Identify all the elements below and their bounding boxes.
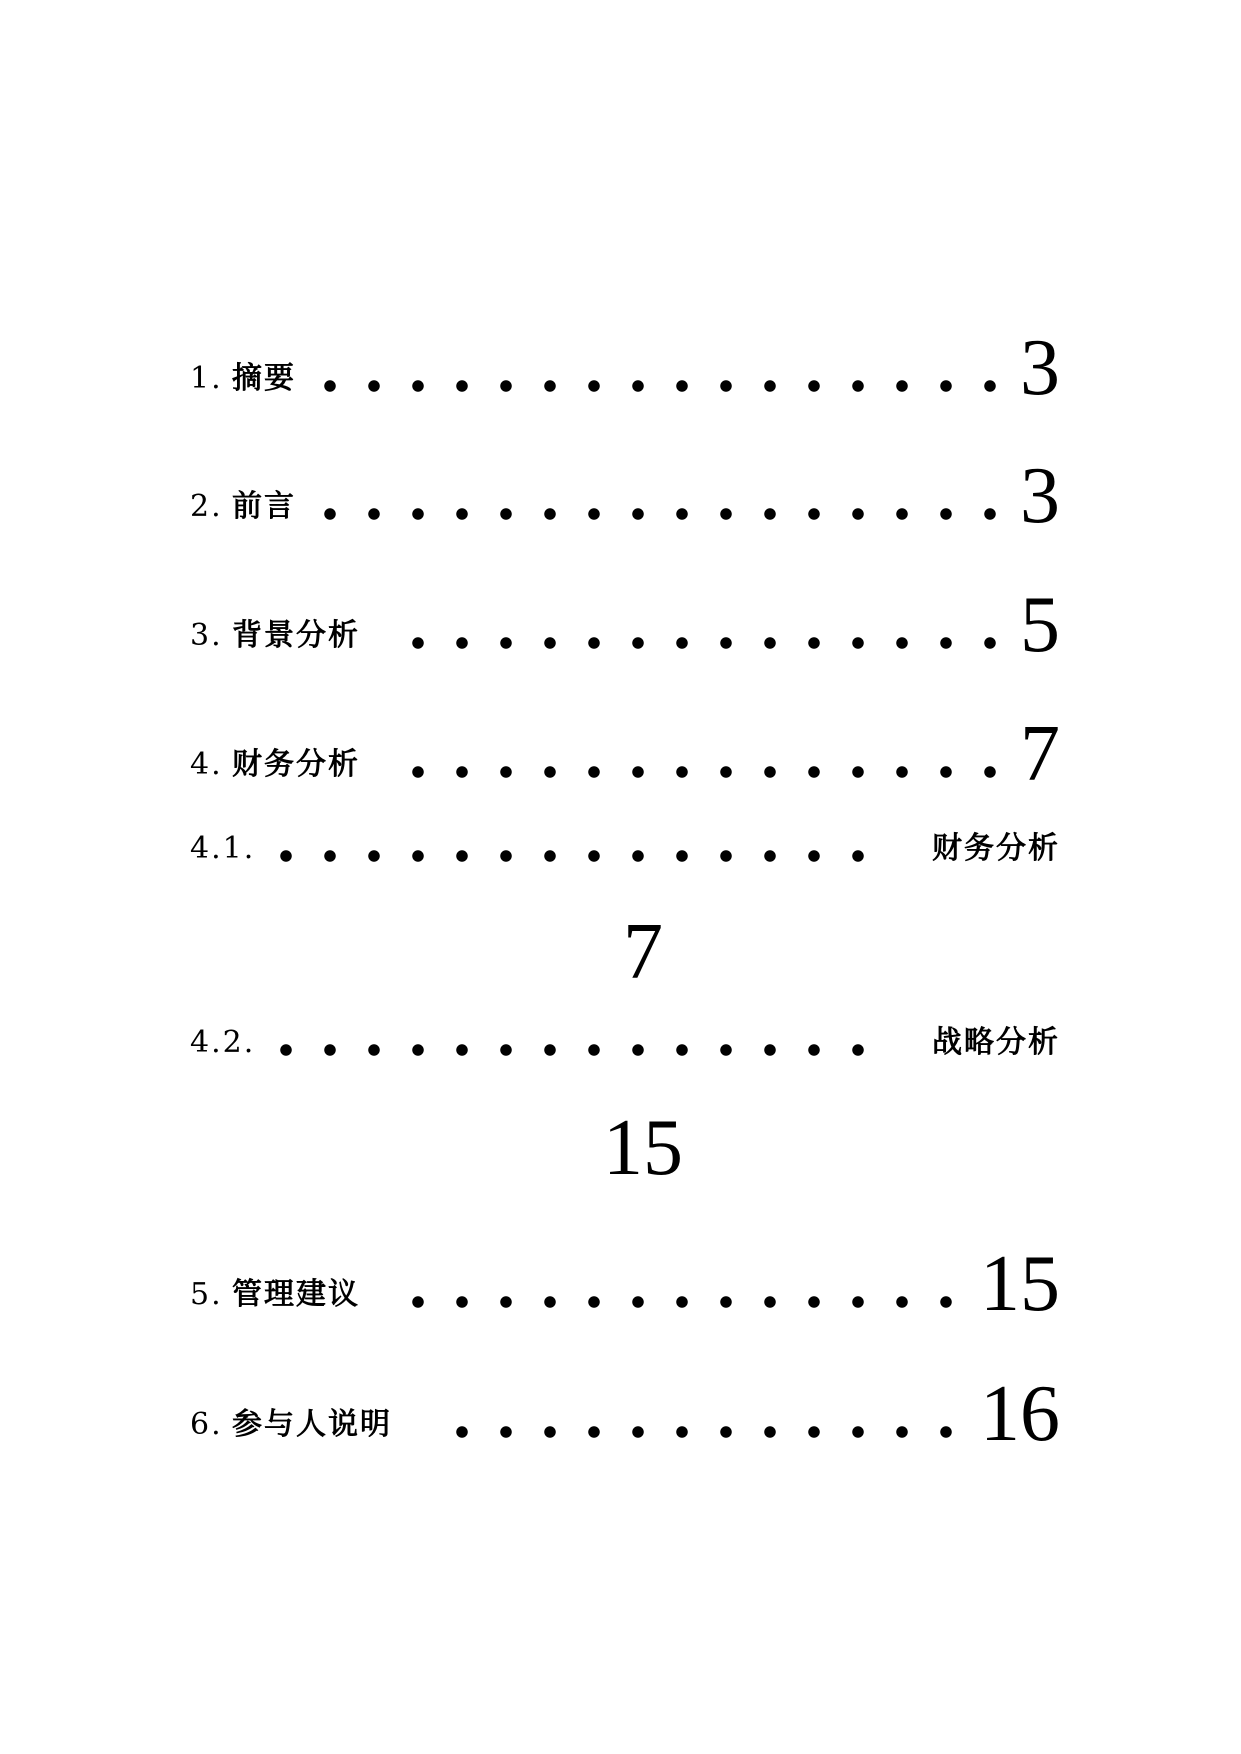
toc-entry-title: 财务分析 [932, 831, 1060, 866]
toc-entry[interactable] [190, 577, 1060, 667]
toc-entry-number: 2. [190, 489, 223, 524]
toc-entry[interactable] [190, 1366, 1060, 1456]
toc-entry-title: 战略分析 [932, 1025, 1060, 1060]
toc-subentry[interactable] [190, 790, 1060, 880]
dot-leader [264, 1044, 880, 1056]
toc-entry-title: 背景分析 [232, 618, 360, 653]
toc-entry-title: 管理建议 [232, 1277, 360, 1312]
toc-entry-title: 财务分析 [232, 747, 360, 782]
toc-entry-page[interactable]: 15 [603, 1104, 683, 1192]
dot-leader [308, 508, 998, 520]
dot-leader [440, 1426, 952, 1438]
toc-entry-title: 前言 [232, 489, 296, 524]
toc-entry-number: 1. [190, 361, 223, 396]
toc-entry[interactable] [190, 320, 1060, 410]
toc-entry-number: 4.1. [190, 831, 256, 866]
toc-entry-title: 参与人说明 [232, 1407, 392, 1442]
toc-entry[interactable] [190, 1236, 1060, 1326]
toc-entry-number: 3. [190, 618, 223, 653]
toc-entry-page: 3 [1020, 452, 1060, 540]
toc-entry-page: 5 [1020, 581, 1060, 669]
toc-entry-page: 15 [980, 1240, 1060, 1328]
toc-entry-page: 16 [980, 1370, 1060, 1458]
toc-entry[interactable] [190, 706, 1060, 796]
dot-leader [396, 1296, 952, 1308]
toc-entry-page[interactable]: 7 [623, 908, 663, 996]
toc-entry-number: 4. [190, 747, 223, 782]
dot-leader [308, 380, 998, 392]
toc-entry-number: 6. [190, 1407, 223, 1442]
toc-entry[interactable] [190, 448, 1060, 538]
toc-subentry[interactable] [190, 984, 1060, 1074]
dot-leader [396, 766, 998, 778]
toc-entry-number: 4.2. [190, 1025, 256, 1060]
dot-leader [396, 637, 998, 649]
dot-leader [264, 850, 880, 862]
toc-entry-page: 3 [1020, 324, 1060, 412]
toc-entry-title: 摘要 [232, 361, 296, 396]
toc-entry-number: 5. [190, 1277, 223, 1312]
toc-entry-page: 7 [1020, 710, 1060, 798]
